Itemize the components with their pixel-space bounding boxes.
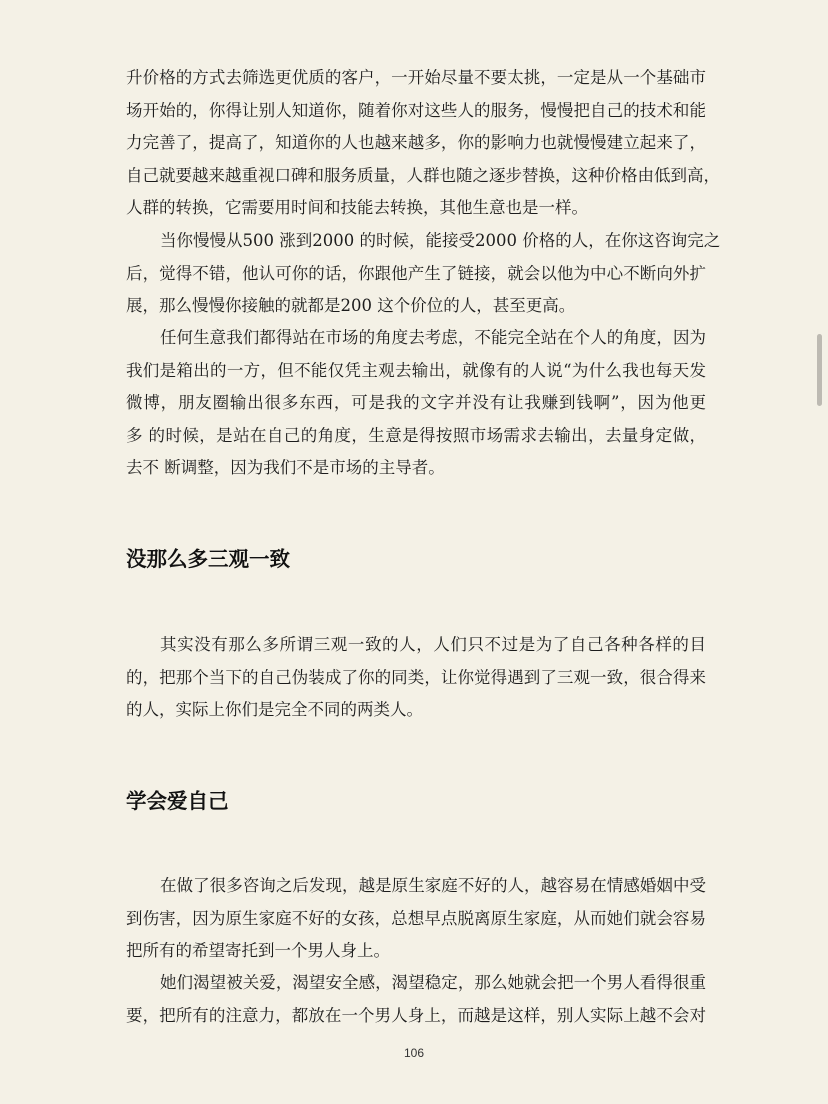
text-line: 力完善了，提高了，知道你的人也越来越多，你的影响力也就慢慢建立起来了， [126, 133, 706, 152]
text-line: 其实没有那么多所谓三观一致的人，人们只不过是为了自己各种各样的目 [160, 635, 706, 654]
text-line: 当你慢慢从500 涨到2000 的时候，能接受2000 价格的人，在你这咨询完之 [160, 231, 721, 250]
text-line: 升价格的方式去筛选更优质的客户，一开始尽量不要太挑，一定是从一个基础市 [126, 68, 706, 87]
section-heading: 学会爱自己 [126, 789, 229, 813]
text-line: 我们是箱出的一方，但不能仅凭主观去输出，就像有的人说“为什么我也每天发 [126, 360, 706, 380]
text-line: 要，把所有的注意力，都放在一个男人身上，而越是这样，别人实际上越不会对 [126, 1005, 706, 1025]
text-line: 展，那么慢慢你接触的就都是200 这个价位的人，甚至更高。 [126, 296, 576, 315]
text-line: 自己就要越来越重视口碑和服务质量，人群也随之逐步替换，这种价格由低到高， [126, 165, 720, 185]
text-line: 人群的转换，它需要用时间和技能去转换，其他生意也是一样。 [126, 198, 588, 217]
section-heading: 没那么多三观一致 [126, 547, 290, 571]
text-line: 在做了很多咨询之后发现，越是原生家庭不好的人，越容易在情感婚姻中受 [160, 876, 706, 895]
paragraph-2 [126, 225, 721, 323]
text-line: 的，把那个当下的自己伪装成了你的同类，让你觉得遇到了三观一致，很合得来 [126, 667, 706, 687]
text-line: 多 的时候，是站在自己的角度，生意是得按照市场需求去输出，去量身定做， [126, 425, 706, 445]
scrollbar-thumb[interactable] [817, 334, 822, 406]
text-line: 场开始的，你得让别人知道你，随着你对这些人的服务，慢慢把自己的技术和能 [126, 100, 706, 120]
paragraph-1 [126, 62, 720, 225]
text-line: 后，觉得不错，他认可你的话，你跟他产生了链接，就会以他为中心不断向外扩 [126, 263, 706, 283]
section2-paragraph-2 [126, 967, 706, 1032]
text-line: 把所有的希望寄托到一个男人身上。 [126, 941, 390, 960]
paragraph-3 [126, 322, 706, 485]
text-line: 任何生意我们都得站在市场的角度去考虑，不能完全站在个人的角度，因为 [160, 328, 706, 347]
text-line: 微博，朋友圈输出很多东西，可是我的文字并没有让我赚到钱啊”，因为他更 [126, 393, 706, 412]
text-line: 她们渴望被关爱，渴望安全感，渴望稳定，那么她就会把一个男人看得很重 [160, 973, 706, 992]
page-number: 106 [403, 1046, 425, 1060]
section1-paragraph [126, 629, 706, 727]
text-line: 的人，实际上你们是完全不同的两类人。 [126, 700, 423, 719]
text-line: 去不 断调整，因为我们不是市场的主导者。 [126, 458, 445, 477]
section2-paragraph-1 [126, 870, 706, 968]
text-line: 到伤害，因为原生家庭不好的女孩，总想早点脱离原生家庭，从而她们就会容易 [126, 908, 706, 928]
